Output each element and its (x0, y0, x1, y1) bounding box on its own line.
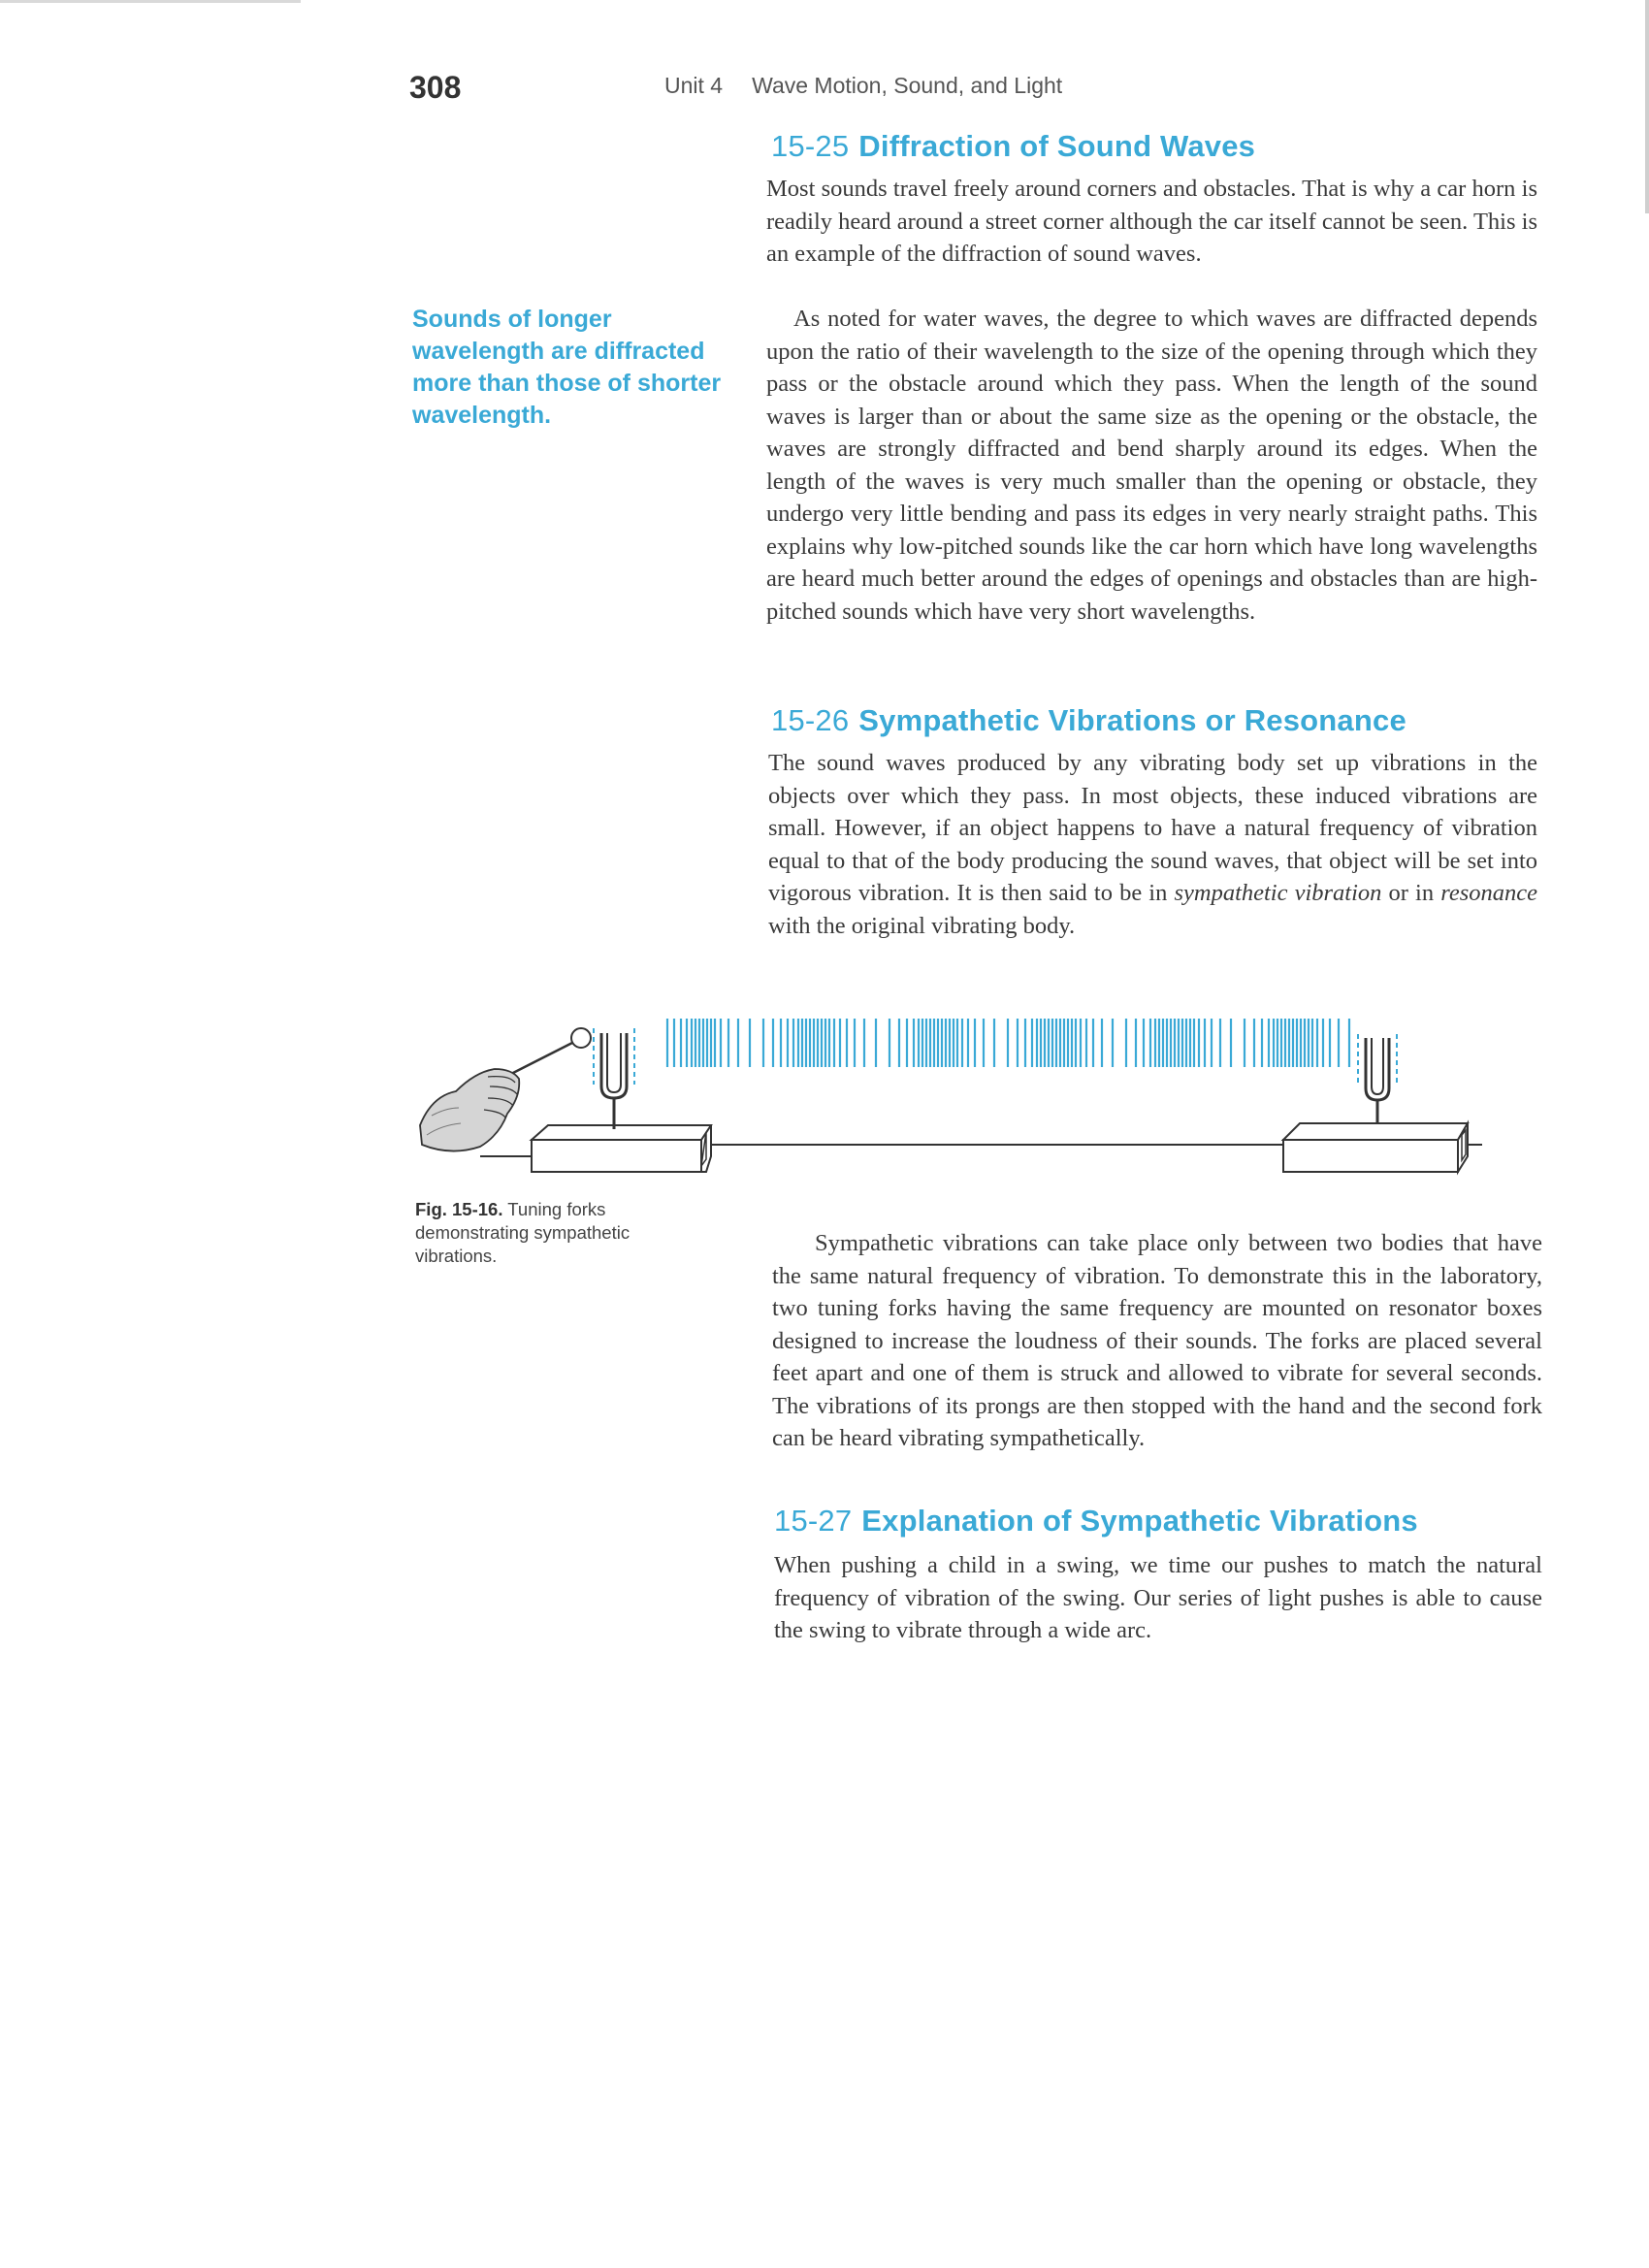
paragraph: Sympathetic vibrations can take place only between two bodies that have the same natural frequency of vibration. To demonstrate this in the laboratory, two tuning forks having the same frequency are mounted on resonator boxes designed to increase the loudness of their sounds. The forks are placed several feet apart and one of them is struck and allowed to vibrate for several seconds. The vibrations of its prongs are then stopped with the hand and the second fork can be heard vibrating sympathetically. (772, 1230, 1542, 1451)
paragraph: When pushing a child in a swing, we time our pushes to match the natural frequency of vibration of the swing. Our series of light pushes is able to cause the swing to vibrate through a wide arc. (774, 1552, 1542, 1643)
paragraph-text: with the original vibrating body. (768, 912, 1076, 939)
sound-waves (667, 1019, 1349, 1067)
term-sympathetic-vibration: sympathetic vibration (1174, 880, 1382, 906)
section-heading-resonance (771, 703, 1406, 738)
section-heading-diffraction (771, 129, 1255, 164)
paragraph (768, 747, 1537, 942)
paragraph: Most sounds travel freely around corners and obstacles. That is why a car horn is readily heard around a street corner although the car itself cannot be seen. This is an example of the diffraction of sound waves. (766, 176, 1537, 267)
section-heading-explanation (774, 1504, 1418, 1539)
figure-label: Fig. 15-16. (415, 1199, 503, 1219)
scan-edge-right (1645, 0, 1649, 213)
scan-edge-top (0, 0, 301, 3)
paragraph-text: The sound waves produced by any vibrating body set up vibrations in the objects over which they pass. In most objects, these induced vibrations are small. However, if an object happens to have a natural frequency of vibration equal to that of the body producing the sound waves, that object will be set into vigorous vibration. It is then said to be in (768, 750, 1537, 906)
section-number: 15-25 (771, 129, 850, 163)
paragraph-text: or in (1388, 880, 1435, 906)
section-title: Diffraction of Sound Waves (858, 129, 1256, 163)
margin-note: Sounds of longer wavelength are diffracted more than those of shorter wavelength. (412, 306, 722, 429)
hand (420, 1069, 519, 1151)
running-head (664, 73, 1062, 99)
page-number: 308 (409, 70, 462, 105)
resonator-box-left (532, 1125, 711, 1172)
section-number: 15-26 (771, 703, 850, 737)
paragraph: As noted for water waves, the degree to which waves are diffracted depends upon the ratio of their wavelength to the size of the opening through which they pass or the obstacle around which they pass. When the length of the sound waves is larger than or about the same size as the opening or the obstacle, the waves are strongly diffracted and bend sharply around its edges. When the length of the waves is very much smaller than the opening or obstacle, they undergo very little bending and pass its edges in very nearly straight paths. This explains why low-pitched sounds like the car horn which have long wavelengths are heard much better around the edges of openings and obstacles than are high-pitched sounds which have very short wavelengths. (766, 306, 1537, 625)
section-title: Explanation of Sympathetic Vibrations (861, 1504, 1418, 1538)
figure-caption (415, 1198, 706, 1268)
section-number: 15-27 (774, 1504, 853, 1538)
tuning-fork-right (1358, 1034, 1397, 1125)
tuning-forks-figure (412, 999, 1499, 1213)
figure-caption-text: Tuning forks demonstrating sympathetic vibrations. (415, 1199, 630, 1266)
running-head-unit: Unit 4 (664, 73, 724, 98)
section-title: Sympathetic Vibrations or Resonance (858, 703, 1406, 737)
running-head-title: Wave Motion, Sound, and Light (752, 73, 1063, 98)
tuning-fork-left (594, 1028, 634, 1129)
resonator-box-right (1283, 1123, 1468, 1172)
mallet (509, 1028, 591, 1075)
term-resonance: resonance (1440, 880, 1538, 906)
